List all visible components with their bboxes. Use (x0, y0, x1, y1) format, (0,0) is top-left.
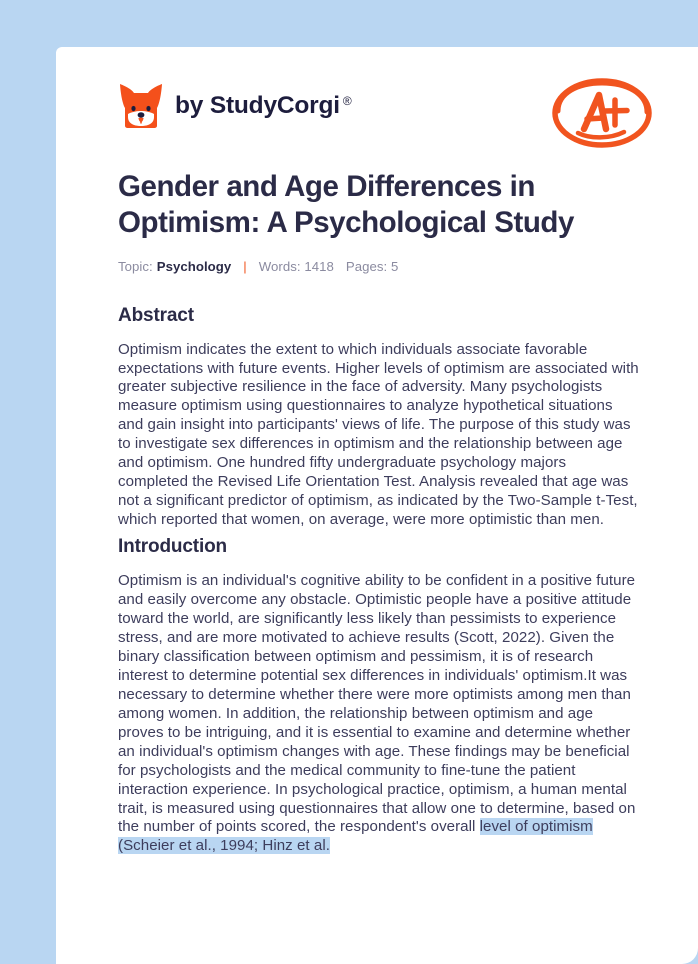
document-card (56, 47, 698, 964)
pages-count (346, 259, 398, 274)
topic-label: Topic: (118, 258, 153, 274)
pages-value: 5 (390, 258, 399, 274)
document-body (56, 169, 698, 856)
meta-separator: | (243, 258, 247, 274)
brand-wordmark (175, 91, 352, 119)
corgi-face-icon (118, 81, 164, 131)
registered-trademark-icon: ® (342, 93, 352, 108)
section-paragraph-introduction (118, 572, 640, 856)
selected-text-range[interactable]: level of optimism (Scheier et al., 1994; Hinz et al. (118, 818, 593, 855)
studycorgi-brand[interactable] (118, 81, 352, 131)
words-value: 1418 (304, 258, 334, 274)
paper-meta (118, 259, 640, 274)
document-header (56, 47, 698, 147)
section-paragraph-abstract: Optimism indicates the extent to which individuals associate favorable expectations with future events. Higher levels of optimism are associated with greater subjective resilience in the face of adversity. Many psychologists measure optimism using questionnaires to analyze hypothetical situations and gain insight into participants' views of life. The purpose of this study was to investigate sex differences in optimism and the relationship between age and optimism. One hundred fifty undergraduate psychology majors completed the Revised Life Orientation Test. Analysis revealed that age was not a significant predictor of optimism, as indicated by the Two-Sample t-Test, which reported that women, on average, were more optimistic than men. (118, 340, 639, 529)
introduction-text: Optimism is an individual's cognitive ability to be confident in a positive future and easily overcome any obstacle. Optimistic people have a positive attitude toward the world, are significantly less likely than pessimists to experience stress, and are more motivated to achieve results (Scott, 2022). Given the binary classification between optimism and pessimism, it is of research interest to determine potential sex differences in individuals' optimism.It was necessary to determine whether there were more optimists among men than among women. In addition, the relationship between optimism and age proves to be intriguing, and it is essential to examine and determine whether an individual's optimism changes with age. These findings may be beneficial for psychologists and the medical community to fine-tune the patient interaction experience. In psychological practice, optimism, a human mental trait, is measured using questionnaires that allow one to determine, based on the number of points scored, the respondent's overall (118, 572, 636, 836)
brand-text: by StudyCorgi (175, 91, 340, 119)
words-count (259, 259, 334, 274)
a-plus-grade-icon (548, 75, 656, 153)
page-title: Gender and Age Differences in Optimism: A Psychological Study (118, 170, 574, 240)
section-heading-introduction: Introduction (118, 536, 228, 558)
words-label: Words: (258, 258, 301, 274)
section-heading-abstract: Abstract (118, 304, 194, 326)
topic-value[interactable]: Psychology (156, 258, 232, 274)
pages-label: Pages: (345, 258, 388, 274)
